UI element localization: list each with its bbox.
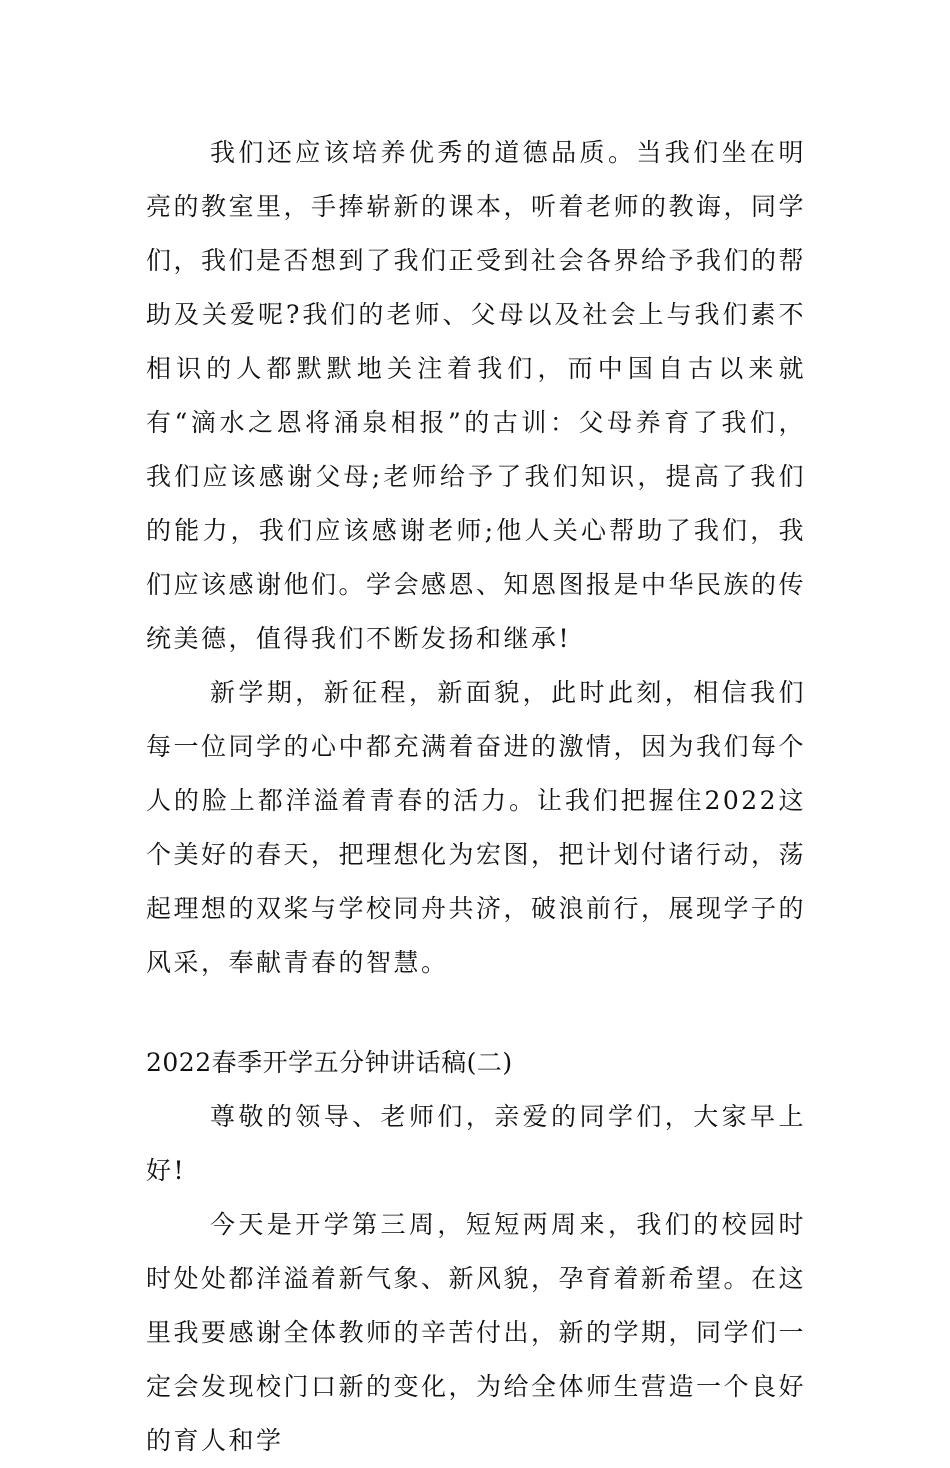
section-spacer (146, 990, 806, 1036)
paragraph-moral-quality: 我们还应该培养优秀的道德品质。当我们坐在明亮的教室里，手捧崭新的课本，听着老师的教诲，同学们，我们是否想到了我们正受到社会各界给予我们的帮助及关爱呢?我们的老师、父母以及社会上与我们素不相识的人都默默地关注着我们，而中国自古以来就有“滴水之恩将涌泉相报”的古训：父母养育了我们，我们应该感谢父母;老师给予了我们知识，提高了我们的能力，我们应该感谢老师;他人关心帮助了我们，我们应该感谢他们。学会感恩、知恩图报是中华民族的传统美德，值得我们不断发扬和继承! (146, 138, 807, 653)
greeting-line: 尊敬的领导、老师们，亲爱的同学们，大家早上好! (146, 1102, 806, 1185)
paragraph-third-week: 今天是开学第三周，短短两周来，我们的校园时时处处都洋溢着新气象、新风貌，孕育着新希望。在这里我要感谢全体教师的辛苦付出，新的学期，同学们一定会发现校门口新的变化，为给全体师生营造一个良好的育人和学 (146, 1210, 807, 1455)
section-title: 2022春季开学五分钟讲话稿(二) (146, 1048, 513, 1077)
document-page (146, 126, 806, 1468)
paragraph-new-semester: 新学期，新征程，新面貌，此时此刻，相信我们每一位同学的心中都充满着奋进的激情，因为我们每个人的脸上都洋溢着青春的活力。让我们把握住2022这个美好的春天，把理想化为宏图，把计划付诸行动，荡起理想的双桨与学校同舟共济，破浪前行，展现学子的风采，奉献青春的智慧。 (146, 678, 807, 977)
